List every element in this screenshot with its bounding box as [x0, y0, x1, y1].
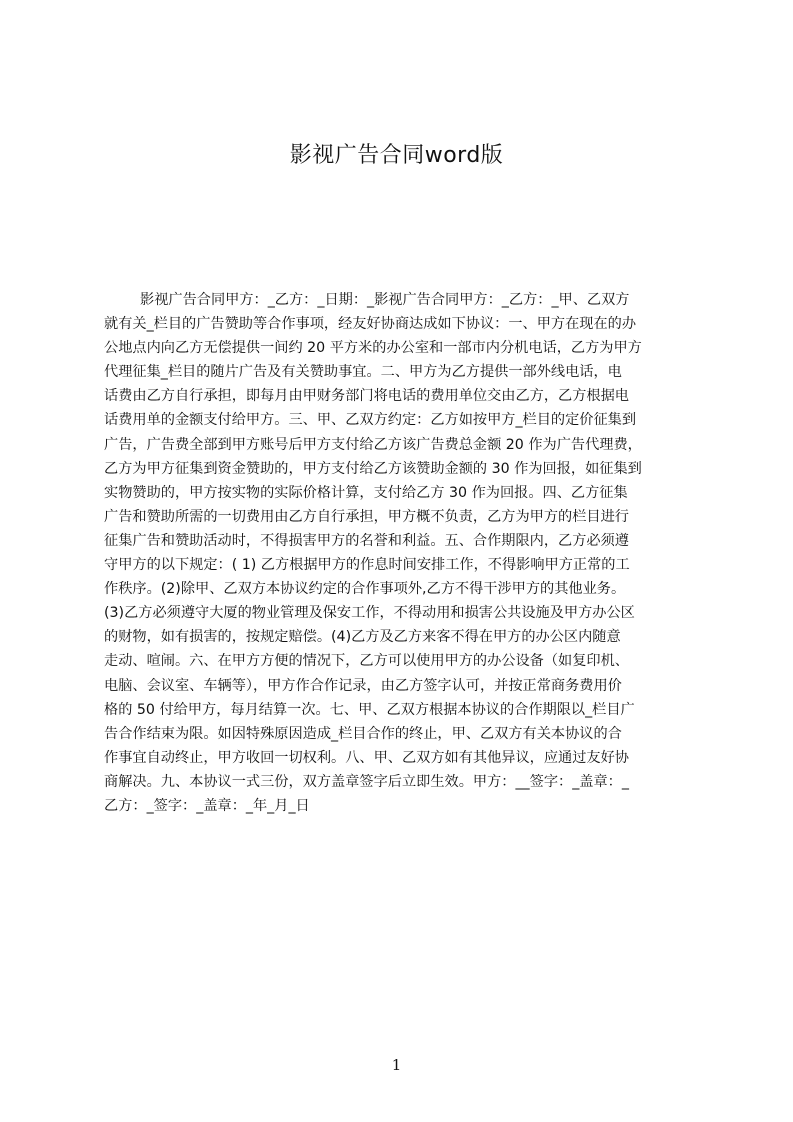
body-line: 作秩序。(2)除甲、乙双方本协议约定的合作事项外,乙方不得干涉甲方的其他业务。	[104, 581, 626, 598]
body-line: 话费由乙方自行承担，即每月由甲财务部门将电话的费用单位交由乙方，乙方根据电	[104, 388, 629, 405]
body-line: 就有关_栏目的广告赞助等合作事项，经友好协商达成如下协议：一、甲方在现在的办	[104, 316, 637, 333]
body-line: 广告，广告费全部到甲方账号后甲方支付给乙方该广告费总金额 20 作为广告代理费，	[104, 436, 642, 453]
body-line: 商解决。九、本协议一式三份，双方盖章签字后立即生效。甲方：__签字：_盖章：_	[104, 773, 629, 790]
body-line: 格的 50 付给甲方，每月结算一次。七、甲、乙双方根据本协议的合作期限以_栏目广	[104, 701, 635, 718]
body-line: 话费用单的金额支付给甲方。三、甲、乙双方约定：乙方如按甲方_栏目的定价征集到	[104, 412, 637, 429]
document-title: 影视广告合同word版	[289, 143, 504, 168]
body-line: 影视广告合同甲方：_乙方：_日期：_影视广告合同甲方：_乙方：_甲、乙双方	[140, 292, 630, 308]
body-line: 乙方：_签字：_盖章：_年_月_日	[104, 797, 310, 814]
body-line: (3)乙方必须遵守大厦的物业管理及保安工作，不得动用和损害公共设施及甲方办公区	[104, 605, 635, 622]
body-line: 告合作结束为限。如因特殊原因造成_栏目合作的终止，甲、乙双方有关本协议的合	[104, 725, 622, 742]
body-line: 代理征集_栏目的随片广告及有关赞助事宜。二、甲方为乙方提供一部外线电话，电	[104, 364, 622, 381]
body-line: 公地点内向乙方无偿提供一间约 20 平方米的办公室和一部市内分机电话，乙方为甲方	[104, 340, 642, 357]
body-line: 电脑、会议室、车辆等），甲方作合作记录，由乙方签字认可，并按正常商务费用价	[104, 677, 622, 694]
body-line: 乙方为甲方征集到资金赞助的，甲方支付给乙方该赞助金额的 30 作为回报，如征集到	[104, 460, 642, 477]
contract-body	[104, 288, 698, 818]
body-line: 广告和赞助所需的一切费用由乙方自行承担，甲方概不负责，乙方为甲方的栏目进行	[104, 508, 629, 525]
body-line: 作事宜自动终止，甲方收回一切权利。八、甲、乙双方如有其他异议，应通过友好协	[104, 749, 629, 766]
body-line: 实物赞助的，甲方按实物的实际价格计算，支付给乙方 30 作为回报。四、乙方征集	[104, 484, 628, 501]
body-line: 走动、喧闹。六、在甲方方便的情况下，乙方可以使用甲方的办公设备（如复印机、	[104, 653, 629, 670]
body-line: 守甲方的以下规定：( 1) 乙方根据甲方的作息时间安排工作，不得影响甲方正常的工	[104, 557, 630, 574]
body-line: 的财物，如有损害的，按规定赔偿。(4)乙方及乙方来客不得在甲方的办公区内随意	[104, 629, 621, 646]
page-number: 1	[391, 1056, 402, 1074]
body-line: 征集广告和赞助活动时，不得损害甲方的名誉和利益。五、合作期限内，乙方必须遵	[104, 532, 629, 549]
